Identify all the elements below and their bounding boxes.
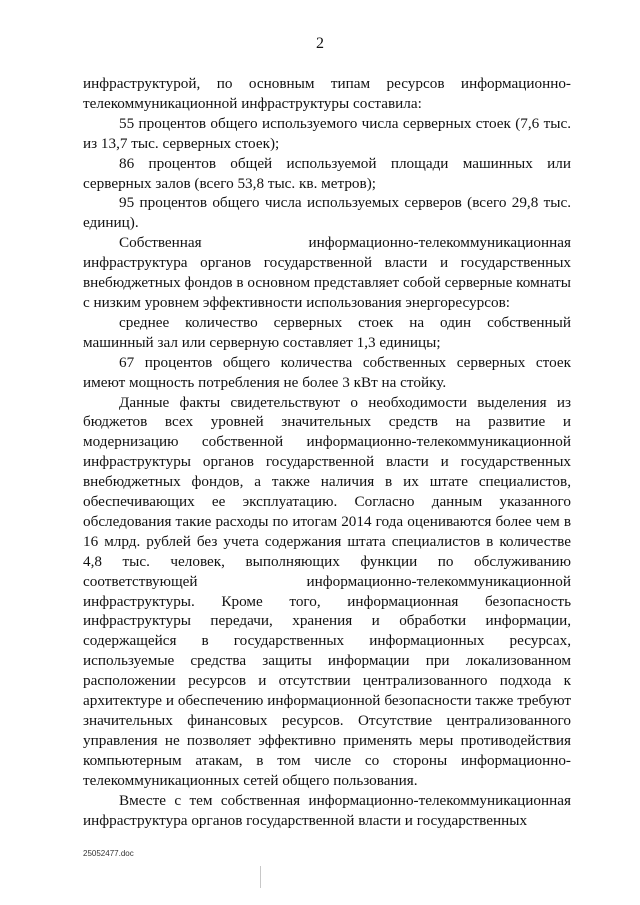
paragraph-server-racks: 55 процентов общего используемого числа серверных стоек (7,6 тыс. из 13,7 тыс. серверных стоек); xyxy=(83,114,571,152)
paragraph-average-racks: среднее количество серверных стоек на один собственный машинный зал или серверную составляет 1,3 единицы; xyxy=(83,313,571,351)
document-footer-code: 25052477.doc xyxy=(83,849,134,858)
scan-margin-mark xyxy=(260,866,261,888)
paragraph-machine-halls: 86 процентов общей используемой площади машинных или серверных залов (всего 53,8 тыс. кв. метров); xyxy=(83,154,571,192)
paragraph-at-the-same-time: Вместе с тем собственная информационно-телекоммуникационная инфраструктура органов государственной власти и государственных xyxy=(83,791,571,829)
paragraph-continuation: инфраструктурой, по основным типам ресурсов информационно-телекоммуникационной инфраструктуры составила: xyxy=(83,75,571,112)
paragraph-own-infrastructure: Собственная информационно-телекоммуникационная инфраструктура органов государственной власти и государственных внебюджетных фондов в основном представляет собой серверные комнаты с низким уровнем эффективности использования энергоресурсов: xyxy=(83,234,571,311)
page-number: 2 xyxy=(316,35,324,52)
paragraph-budget-needs: Данные факты свидетельствуют о необходимости выделения из бюджетов всех уровней значительных средств на развитие и модернизацию собственной информационно-телекоммуникационной инфраструктуры органов государственной власти и государственных внебюджетных фондов, а также наличия в их штате специалистов, обеспечивающих ее эксплуатацию. Согласно данным указанного обследования такие расходы по итогам 2014 года оцениваются более чем в 16 млрд. рублей без учета содержания штата специалистов в количестве 4,8 тыс. человек, выполняющих функции по обслуживанию соответствующей информационно-телекоммуникационной инфраструктуры. Кроме того, информационная безопасность инфраструктуры передачи, хранения и обработки информации, содержащейся в государственных информационных ресурсах, используемые средства защиты информации при локализованном расположении ресурсов и отсутствии централизованного подхода к архитектуре и обеспечению информационной безопасности также требуют значительных финансовых ресурсов. Отсутствие централизованного управления не позволяет эффективно применять меры противодействия компьютерным атакам, в том числе со стороны информационно-телекоммуникационных сетей общего пользования. xyxy=(83,393,571,789)
document-body xyxy=(83,74,571,830)
paragraph-servers: 95 процентов общего числа используемых серверов (всего 29,8 тыс. единиц). xyxy=(83,194,571,232)
paragraph-power-consumption: 67 процентов общего количества собственных серверных стоек имеют мощность потребления не более 3 кВт на стойку. xyxy=(83,353,571,391)
